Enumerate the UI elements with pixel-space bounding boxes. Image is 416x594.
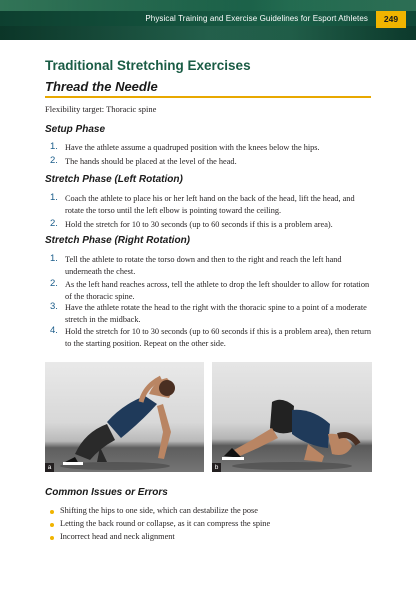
step-number: 2. <box>50 155 58 166</box>
photo-thread-needle-right-rotation <box>212 362 372 472</box>
step-text: Hold the stretch for 10 to 30 seconds (up to 60 seconds if this is a problem area), then return to the starting position. Repeat on the other side. <box>65 327 371 348</box>
step-text: Have the athlete rotate the head to the right with the thoracic spine to a point of a moderate stretch in the midback. <box>65 303 367 324</box>
bullet-dot-icon <box>50 536 54 540</box>
page-number: 249 <box>376 11 406 28</box>
left-rotation-step <box>50 193 372 216</box>
title-rule <box>45 96 371 98</box>
setup-step <box>50 142 372 154</box>
bullet-dot-icon <box>50 523 54 527</box>
step-number: 2. <box>50 278 58 289</box>
left-rotation-heading: Stretch Phase (Left Rotation) <box>45 174 183 185</box>
right-rotation-heading: Stretch Phase (Right Rotation) <box>45 235 191 246</box>
step-text: As the left hand reaches across, tell the athlete to drop the left shoulder to allow for rotation of the thoracic spine. <box>65 280 370 301</box>
right-rotation-step <box>50 302 372 325</box>
step-text: Have the athlete assume a quadruped position with the knees below the hips. <box>65 143 320 152</box>
step-number: 2. <box>50 218 58 229</box>
issue-text: Letting the back round or collapse, as it can compress the spine <box>60 519 271 528</box>
athlete-figure-b <box>212 362 372 472</box>
step-number: 1. <box>50 141 58 152</box>
setup-phase-heading: Setup Phase <box>45 124 106 135</box>
right-rotation-step <box>50 326 372 349</box>
right-rotation-step <box>50 279 372 302</box>
issue-item <box>50 506 258 515</box>
section-title: Traditional Stretching Exercises <box>45 58 251 73</box>
step-number: 1. <box>50 253 58 264</box>
left-rotation-step <box>50 219 372 231</box>
exercise-title: Thread the Needle <box>45 79 158 94</box>
step-text: Coach the athlete to place his or her left hand on the back of the head, lift the head, and rotate the torso until the left elbow is pointing toward the ceiling. <box>65 194 355 215</box>
flexibility-target: Flexibility target: Thoracic spine <box>45 104 157 114</box>
step-number: 4. <box>50 325 58 336</box>
right-rotation-step <box>50 254 372 277</box>
photo-label: b <box>212 463 221 472</box>
issue-text: Shifting the hips to one side, which can destabilize the pose <box>60 506 258 515</box>
step-text: Hold the stretch for 10 to 30 seconds (up to 60 seconds if this is a problem area). <box>65 220 333 229</box>
issue-text: Incorrect head and neck alignment <box>60 532 175 541</box>
running-head: Physical Training and Exercise Guidelines for Esport Athletes <box>145 14 368 23</box>
common-issues-heading: Common Issues or Errors <box>45 487 168 498</box>
setup-step <box>50 156 372 168</box>
issue-item <box>50 519 270 528</box>
bullet-dot-icon <box>50 510 54 514</box>
issue-item <box>50 532 175 541</box>
photo-label: a <box>45 463 54 472</box>
step-text: The hands should be placed at the level of the head. <box>65 157 237 166</box>
step-number: 1. <box>50 192 58 203</box>
step-text: Tell the athlete to rotate the torso down and then to the right and reach the left hand underneath the chest. <box>65 255 342 276</box>
athlete-figure-a <box>45 362 204 472</box>
step-number: 3. <box>50 301 58 312</box>
photo-thread-needle-left-rotation <box>45 362 204 472</box>
